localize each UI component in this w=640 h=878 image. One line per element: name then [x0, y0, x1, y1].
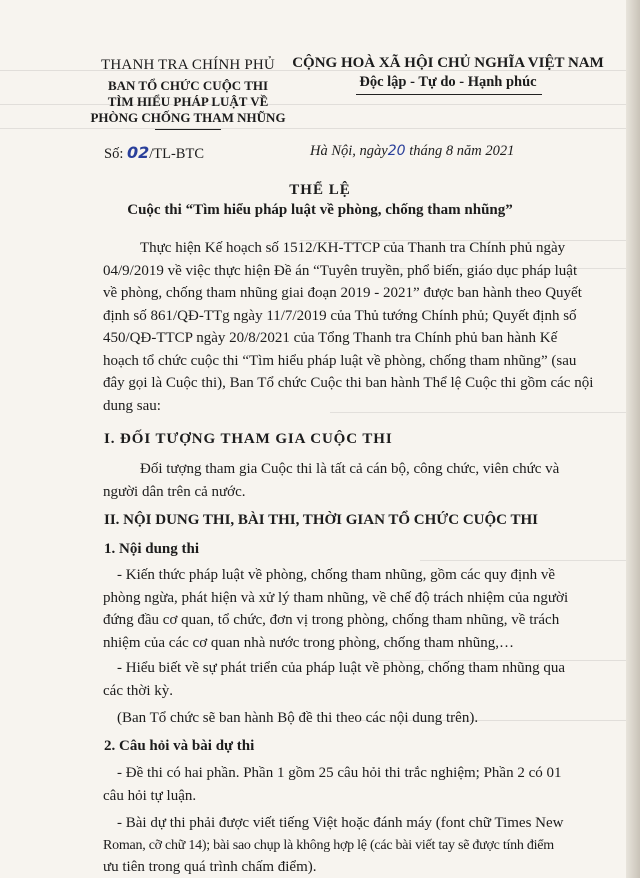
organizing-committee-line1: BAN TỔ CHỨC CUỘC THI	[107, 78, 269, 93]
issuing-agency: THANH TRA CHÍNH PHỦ	[101, 57, 275, 73]
section-heading-content: II. NỘI DUNG THI, BÀI THI, THỜI GIAN TỔ CHỨC CUỘC THI	[104, 512, 538, 528]
place-date-suffix: tháng 8 năm 2021	[409, 143, 515, 159]
intro-line: 04/9/2019 về việc thực hiện Đề án “Tuyên truyền, phổ biến, giáo dục pháp luật	[103, 263, 578, 279]
intro-line: dung sau:	[103, 398, 161, 414]
header-left-underline	[155, 129, 221, 130]
page-edge-shadow	[626, 0, 640, 878]
national-motto: Độc lập - Tự do - Hạnh phúc	[359, 74, 537, 90]
content-note: (Ban Tổ chức sẽ ban hành Bộ đề thi theo các nội dung trên).	[117, 710, 479, 726]
national-title: CỘNG HOÀ XÃ HỘI CHỦ NGHĨA VIỆT NAM	[292, 55, 604, 71]
place-and-date	[310, 143, 514, 160]
intro-line: 450/QĐ-TTCP ngày 20/8/2021 của Tổng Thanh tra Chính phủ ban hành Kế	[103, 330, 558, 346]
content-bullet-line: - Hiểu biết về sự phát triển của pháp luật về phòng, chống tham nhũng qua	[117, 660, 566, 676]
content-bullet-line: - Kiến thức pháp luật về phòng, chống tham nhũng, gồm các quy định về	[117, 567, 556, 583]
organizing-committee-line2: TÌM HIỂU PHÁP LUẬT VỀ	[107, 94, 269, 109]
document-subtitle: Cuộc thi “Tìm hiểu pháp luật về phòng, chống tham nhũng”	[127, 202, 513, 218]
header-right-underline	[356, 94, 542, 95]
section-heading-participants: I. ĐỐI TƯỢNG THAM GIA CUỘC THI	[104, 431, 393, 447]
questions-bullet-line: - Bài dự thi phải được viết tiếng Việt hoặc đánh máy (font chữ Times New	[117, 815, 564, 831]
content-bullet-line: phòng ngừa, phát hiện và xử lý tham nhũng, về chế độ trách nhiệm của người	[103, 590, 569, 606]
subsection-heading-content: 1. Nội dung thi	[104, 541, 200, 557]
subsection-heading-questions: 2. Câu hỏi và bài dự thi	[104, 738, 255, 754]
questions-bullet-line: - Đề thi có hai phần. Phần 1 gồm 25 câu hỏi thi trắc nghiệm; Phần 2 có 01	[117, 765, 562, 781]
section1-line: Đối tượng tham gia Cuộc thi là tất cả cán bộ, công chức, viên chức và	[140, 461, 560, 477]
document-number	[104, 143, 204, 163]
content-bullet-line: đứng đầu cơ quan, tổ chức, đơn vị trong phòng, chống tham nhũng, về trách	[103, 612, 560, 628]
intro-line: hoạch tổ chức cuộc thi “Tìm hiểu pháp luật về phòng, chống tham nhũng” (sau	[103, 353, 577, 369]
document-number-handwritten: 02	[126, 143, 150, 162]
organizing-committee-line3: PHÒNG CHỐNG THAM NHŨNG	[90, 110, 286, 125]
place-date-prefix: Hà Nội, ngày	[310, 143, 388, 159]
intro-line: về phòng, chống tham nhũng giai đoạn 2019 - 2021” được ban hành theo Quyết	[103, 285, 582, 301]
document-title: THỂ LỆ	[289, 182, 351, 198]
content-bullet-line: các thời kỳ.	[103, 683, 173, 699]
questions-bullet-line: ưu tiên trong quá trình chấm điểm).	[103, 859, 317, 875]
questions-bullet-line: câu hỏi tự luận.	[103, 788, 197, 804]
intro-line: đây gọi là Cuộc thi), Ban Tổ chức Cuộc thi ban hành Thể lệ Cuộc thi gồm các nội	[103, 375, 594, 391]
document-number-suffix: /TL-BTC	[149, 146, 205, 162]
section1-line: người dân trên cả nước.	[103, 484, 246, 500]
intro-line: Thực hiện Kế hoạch số 1512/KH-TTCP của Thanh tra Chính phủ ngày	[140, 240, 566, 256]
place-date-day-handwritten: 20	[387, 143, 406, 159]
questions-bullet-line: Roman, cỡ chữ 14); bài sao chụp là không hợp lệ (các bài viết tay sẽ được tính điểm	[103, 838, 554, 853]
intro-line: định số 861/QĐ-TTg ngày 11/7/2019 của Thủ tướng Chính phủ; Quyết định số	[103, 308, 577, 324]
content-bullet-line: nhiệm của các cơ quan nhà nước trong phòng, chống tham nhũng,…	[103, 635, 514, 651]
document-number-prefix: Số:	[104, 146, 124, 162]
